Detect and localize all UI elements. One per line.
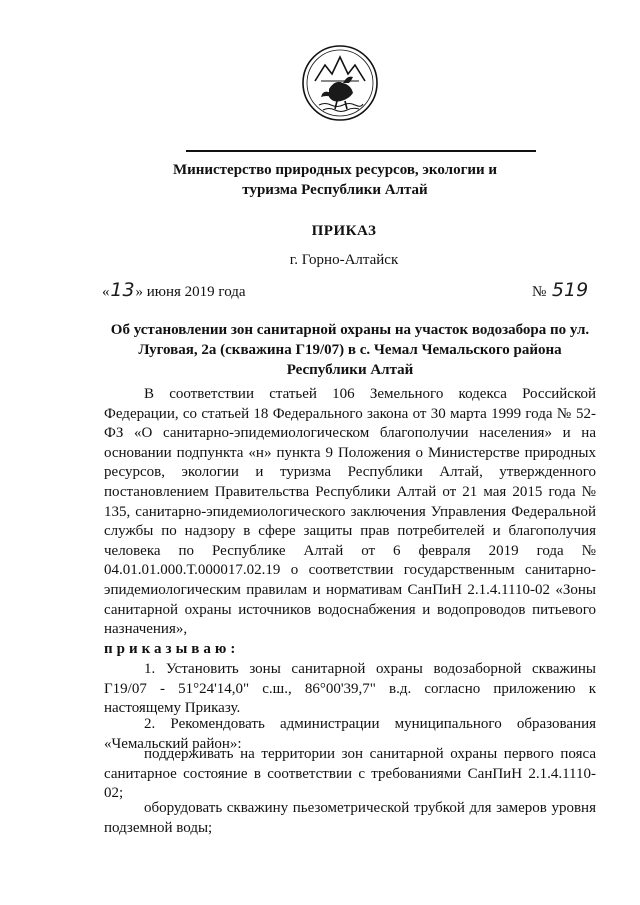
date-month-year: » июня 2019 года <box>135 284 246 300</box>
city-name: г. Горно-Алтайск <box>289 252 399 268</box>
order-word: приказываю: <box>104 641 240 657</box>
header-rule <box>186 150 536 152</box>
coat-of-arms-emblem <box>301 41 379 125</box>
item-2-subpoint-2: оборудовать скважину пьезометрической трубкой для замеров уровня подземной воды; <box>104 800 596 836</box>
number-prefix: № <box>532 284 547 300</box>
order-number <box>532 279 590 301</box>
document-title: ПРИКАЗ <box>311 223 377 239</box>
date-open-quote: « <box>102 284 110 300</box>
item-1: 1. Установить зоны санитарной охраны водозаборной скважины Г19/07 - 51°24'14,0" с.ш., 86°00'39,7" в.д. согласно приложению к настоящему Приказу. <box>104 661 596 717</box>
order-heading: Об установлении зон санитарной охраны на участок водозабора по ул. Луговая, 2а (скважина Г19/07) в с. Чемал Чемальского района Республики Алтай <box>110 322 590 378</box>
preamble-paragraph: В соответствии статьей 106 Земельного кодекса Российской Федерации, со статьей 18 Федерального закона от 30 марта 1999 года № 52-ФЗ «О санитарно-эпидемиологическом благополучии населения» и на основании подпункта «н» пункта 9 Положения о Министерстве природных ресурсов, экологии и туризма Республики Алтай, утвержденного постановлением Правительства Республики Алтай от 21 мая 2015 года № 135, санитарно-эпидемиологического заключения Управления Федеральной службы по надзору в сфере защиты прав потребителей и благополучия человека по Республике Алтай от 6 февраля 2019 года № 04.01.01.000.Т.000017.02.19 о соответствии государственным санитарно-эпидемиологическим правилам и нормативам СанПиН 2.1.4.1110-02 «Зоны санитарной охраны источников водоснабжения и водопроводов питьевого назначения», <box>104 386 596 638</box>
handwritten-day: 13 <box>110 279 135 301</box>
order-date <box>102 279 246 301</box>
ministry-name: Министерство природных ресурсов, экологии и туризма Республики Алтай <box>172 162 498 198</box>
item-2-subpoint-1: поддерживать на территории зон санитарной охраны первого пояса санитарное состояние в соответствии с требованиями СанПиН 2.1.4.1110-02; <box>104 746 596 802</box>
handwritten-number: 519 <box>551 279 589 301</box>
item-2: 2. Рекомендовать администрации муниципального образования «Чемальский район»: <box>104 716 596 752</box>
